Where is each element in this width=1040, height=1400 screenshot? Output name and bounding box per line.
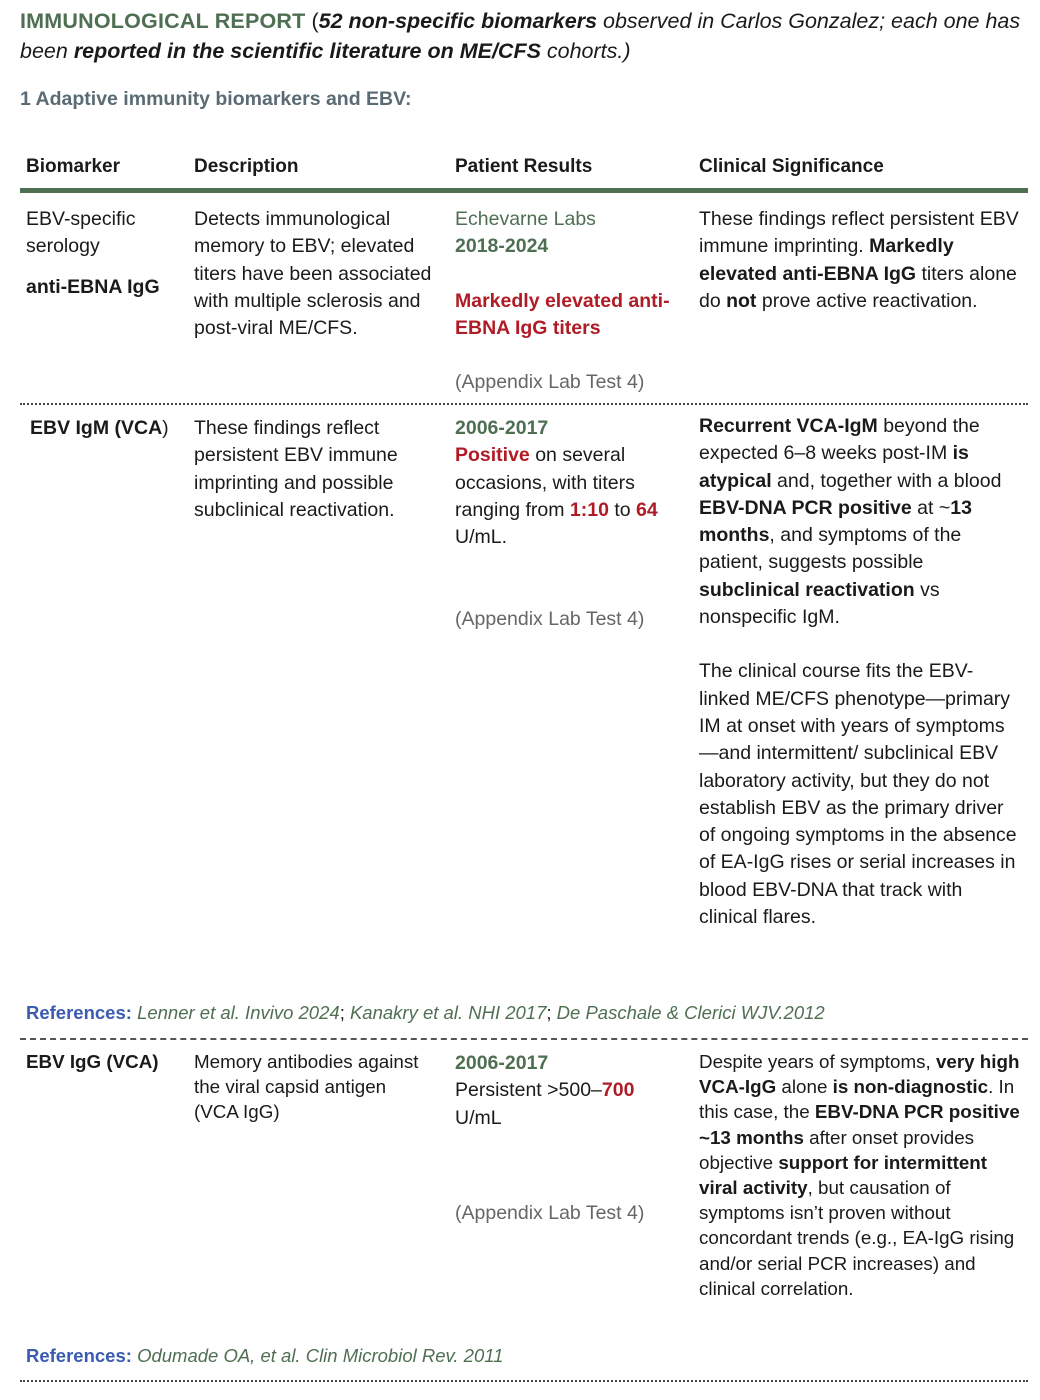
header-divider xyxy=(20,188,1028,193)
column-header-patient-results: Patient Results xyxy=(455,156,593,177)
row1-significance: These findings reflect persistent EBV immune imprinting. Markedly elevated anti-EBNA IgG titers alone do not prove active reactivation. xyxy=(699,208,1019,312)
row3-references: References: Odumade OA, et al. Clin Microbiol Rev. 2011 xyxy=(26,1345,504,1366)
row3-description: Memory antibodies against the viral capsid antigen (VCA IgG) xyxy=(194,1051,419,1123)
column-header-biomarker: Biomarker xyxy=(26,156,120,177)
column-header-clinical-significance: Clinical Significance xyxy=(699,156,884,177)
reference-link: Odumade OA, et al. Clin Microbiol Rev. 2011 xyxy=(137,1345,504,1366)
reference-link: De Paschale & Clerici WJV.2012 xyxy=(556,1002,825,1023)
row1-biomarker: EBV-specific serology anti-EBNA IgG xyxy=(26,208,160,298)
report-title: IMMUNOLOGICAL REPORT (52 non-specific biomarkers observed in Carlos Gonzalez; each one has been reported in the scientific literature on ME/CFS cohorts.) xyxy=(20,9,1021,63)
row1-description: Detects immunological memory to EBV; elevated titers have been associated with multiple sclerosis and post-viral ME/CFS. xyxy=(194,208,432,340)
row1-results: Echevarne Labs 2018-2024 Markedly elevated anti-EBNA IgG titers (Appendix Lab Test 4) xyxy=(455,208,670,394)
row-divider xyxy=(20,403,1028,405)
row3-biomarker: EBV IgG (VCA) xyxy=(26,1051,159,1072)
reference-link: Lenner et al. Invivo 2024 xyxy=(137,1002,340,1023)
row2-biomarker: EBV IgM (VCA) xyxy=(30,417,169,439)
report-heading: IMMUNOLOGICAL REPORT xyxy=(20,9,306,33)
row2-description: These findings reflect persistent EBV immune imprinting and possible subclinical reactivation. xyxy=(194,417,398,521)
row-divider xyxy=(20,1038,1028,1040)
reference-link: Kanakry et al. NHI 2017 xyxy=(349,1002,547,1023)
column-header-description: Description xyxy=(194,156,299,177)
row2-results: 2006-2017 Positive on several occasions, with titers ranging from 1:10 to 64 U/mL. (Appendix Lab Test 4) xyxy=(455,417,658,631)
row3-results: 2006-2017 Persistent >500–700 U/mL (Appendix Lab Test 4) xyxy=(455,1052,645,1224)
row3-significance: Despite years of symptoms, very high VCA-IgG alone is non-diagnostic. In this case, the EBV-DNA PCR positive ~13 months after onset provides objective support for intermittent viral activity, but causation of symptoms isn’t proven without concordant trends (e.g., EA-IgG rising and/or serial PCR increases) and clinical correlation. xyxy=(699,1051,1020,1299)
row2-significance: Recurrent VCA-IgM beyond the expected 6–8 weeks post-IM is atypical and, together with a blood EBV-DNA PCR positive at ~13 months, and symptoms of the patient, suggests possible subclinical reactivation vs nonspecific IgM. The clinical course fits the EBV-linked ME/CFS phenotype—primary IM at onset with years of symptoms—and intermittent/ subclinical EBV laboratory activity, but they do not establish EBV as the primary driver of ongoing symptoms in the absence of EA-IgG rises or serial increases in blood EBV-DNA that track with clinical flares. xyxy=(699,415,1017,929)
row-divider xyxy=(20,1380,1028,1382)
section-title: 1 Adaptive immunity biomarkers and EBV: xyxy=(20,88,412,110)
row2-references: References: Lenner et al. Invivo 2024; Kanakry et al. NHI 2017; De Paschale & Clerici WJV.2012 xyxy=(26,1002,825,1023)
